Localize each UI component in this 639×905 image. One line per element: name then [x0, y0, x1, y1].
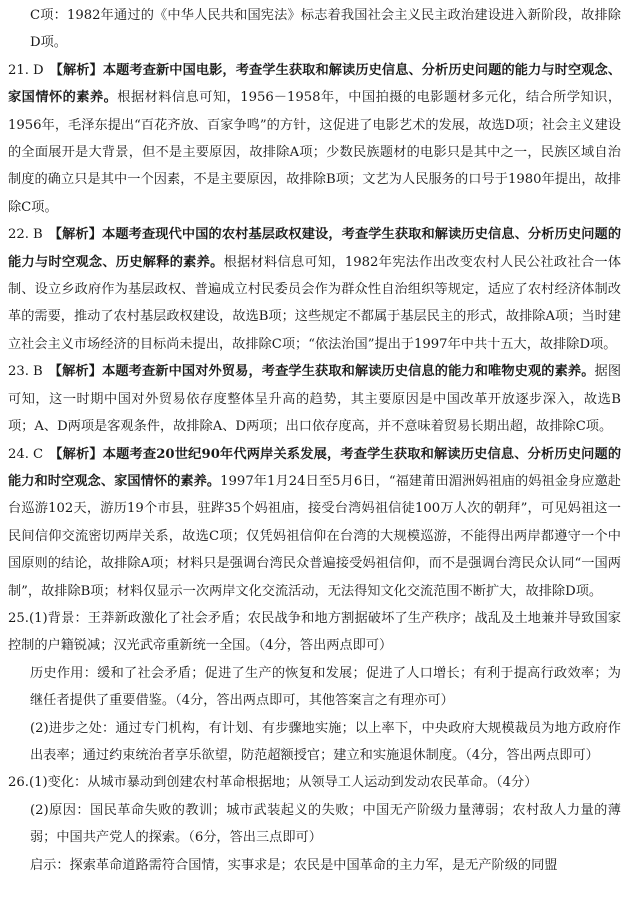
analysis-tag: 【解析】	[48, 364, 103, 380]
analysis-body: 1997年1月24日至5月6日，“福建莆田湄洲妈祖庙的妈祖金身应邀赴台巡游102天，游历19个市县，驻跸35个妈祖庙，接受台湾妈祖信徒100万人次的朝拜”，可见妈祖这一民间信仰交流密切两岸关系，故选C项；仅凭妈祖信仰在台湾的大规模巡游，不能得出两岸都遵守一个中国原则的结论，故排除A项；材料只是强调台湾民众普遍接受妈祖信仰，而不是强调台湾民众认同“一国两制”，故排除B项；材料仅显示一次两岸文化交流活动，无法得知文化交流范围不断扩大，故排除D项。	[8, 473, 621, 599]
top-fragment: C项：1982年通过的《中华人民共和国宪法》标志着我国社会主义民主政治建设进入新阶段，故排除D项。	[30, 8, 621, 51]
analysis-body: 据图可知，这一时期中国对外贸易依存度整体呈升高的趋势，其主要原因是中国改革开放逐步深入，故选B项；A、D两项是客观条件，故排除A、D两项；出口依存度高，并不意味着贸易长期出超，故排除C项。	[8, 364, 622, 435]
answer-letter: D	[32, 62, 44, 78]
answer-item-25-part2: 历史作用：缓和了社会矛盾；促进了生产的恢复和发展；促进了人口增长；有利于提高行政效率；为继任者提供了重要借鉴。（4分，答出两点即可，其他答案言之有理亦可）	[30, 665, 621, 709]
answer-text: (1)背景：王莽新政激化了社会矛盾；农民战争和地方割据破坏了生产秩序；战乱及土地兼并导致国家控制的户籍锐减；汉光武帝重新统一全国。（4分，答出两点即可）	[8, 610, 621, 654]
answer-item-22	[8, 221, 621, 358]
analysis-lead: 本题考查新中国电影，考查学生获取和解读历史信息、分析历史问题的能力与时空观念、家国情怀的素养。	[8, 62, 622, 106]
question-number: 22.	[8, 227, 29, 243]
answer-letter: B	[32, 364, 43, 380]
question-number: 24.	[8, 446, 29, 462]
question-number: 23.	[8, 364, 29, 380]
answer-item-26-part2: (2)原因：国民革命失败的教训；城市武装起义的失败；中国无产阶级力量薄弱；农村敌人力量的薄弱；中国共产党人的探索。（6分，答出三点即可）	[30, 802, 621, 846]
analysis-body: 根据材料信息可知，1982年宪法作出改变农村人民公社政社合一体制、设立乡政府作为基层政权、普遍成立村民委员会作为群众性自治组织等规定，适应了农村经济体制改革的需要，推动了农村基层政权建设，故选B项；这些规定不都属于基层民主的形式，故排除A项；当时建立社会主义市场经济的目标尚未提出，故排除C项；“依法治国”提出于1997年中共十五大，故排除D项。	[8, 254, 622, 352]
answer-item-26-part3: 启示：探索革命道路需符合国情，实事求是；农民是中国革命的主力军，是无产阶级的同盟	[30, 857, 558, 873]
answer-item-25-part3: (2)进步之处：通过专门机构，有计划、有步骤地实施；以上率下，中央政府大规模裁员为地方政府作出表率；通过约束统治者享乐欲望，防范超额授官；建立和实施退休制度。（4分，答出两点即可）	[30, 720, 621, 763]
answer-item-21	[8, 57, 621, 221]
analysis-lead: 本题考查新中国对外贸易，考查学生获取和解读历史信息的能力和唯物史观的素养。	[102, 364, 595, 380]
answer-item-24	[8, 441, 621, 605]
question-number: 25.	[8, 610, 29, 626]
analysis-lead: 本题考查20世纪90年代两岸关系发展，考查学生获取和解读历史信息、分析历史问题的能力和时空观念、家国情怀的素养。	[8, 446, 622, 489]
analysis-tag: 【解析】	[49, 62, 103, 78]
answer-letter: B	[32, 227, 43, 243]
answer-item-26-part1	[8, 769, 621, 796]
answer-text: (1)变化：从城市暴动到创建农村革命根据地；从领导工人运动到发动农民革命。（4分）	[28, 775, 538, 791]
analysis-tag: 【解析】	[48, 227, 103, 243]
question-number: 26.	[8, 775, 29, 791]
analysis-lead: 本题考查现代中国的农村基层政权建设，考查学生获取和解读历史信息、分析历史问题的能力与时空观念、历史解释的素养。	[8, 227, 622, 270]
analysis-tag: 【解析】	[49, 446, 103, 462]
answer-letter: C	[32, 446, 44, 462]
answer-item-25-part1	[8, 605, 621, 660]
question-number: 21.	[8, 62, 29, 78]
answer-item-23	[8, 358, 621, 440]
analysis-body: 根据材料信息可知，1956－1958年，中国拍摄的电影题材多元化，结合所学知识，1956年，毛泽东提出“百花齐放、百家争鸣”的方针，这促进了电影艺术的发展，故选D项；社会主义建设的全面展开是大背景，但不是主要原因，故排除A项；少数民族题材的电影只是其中之一，民族区域自治制度的确立只是其中一个因素，不是主要原因，故排除B项；文艺为人民服务的口号于1980年提出，故排除C项。	[8, 90, 622, 215]
